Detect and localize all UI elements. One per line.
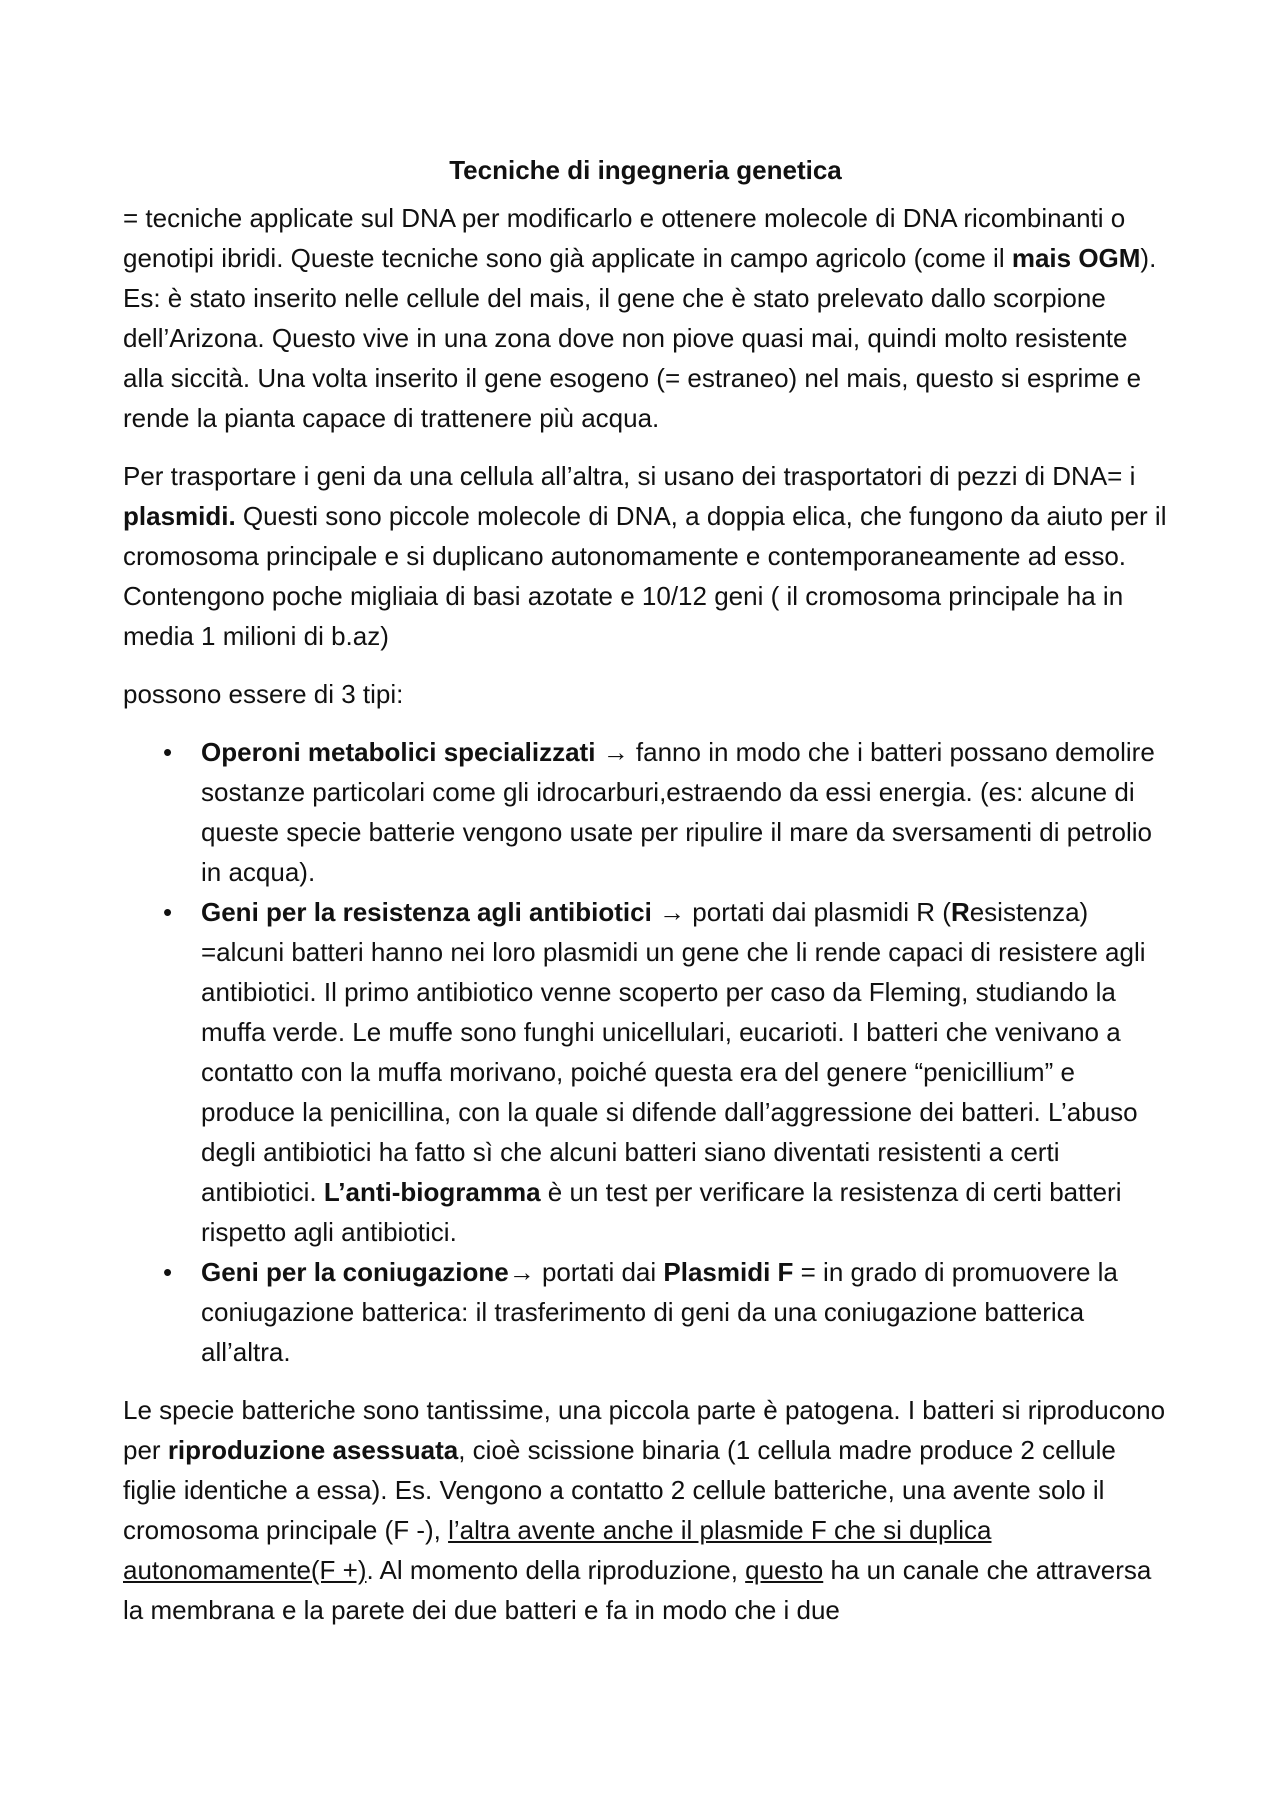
text-run: Questi sono piccole molecole di DNA, a doppia elica, che fungono da aiuto per il cromosoma principale e si duplicano autonomamente e contemporaneamente ad esso. Contengono poche migliaia di basi azotate e 10/12 geni ( il cromosoma principale ha in media 1 milioni di b.az): [123, 501, 1167, 651]
text-run: = in grado di promuovere la coniugazione batterica: il trasferimento di geni da una coniugazione batterica all’altra.: [201, 1257, 1118, 1367]
bullet-icon: •: [163, 737, 173, 767]
text-run: ha un canale che attraversa la membrana e la parete dei due batteri e fa in modo che i due: [123, 1555, 1152, 1625]
bold-term-riproduzione: riproduzione asessuata: [167, 1435, 459, 1465]
paragraph-tipi: possono essere di 3 tipi:: [123, 679, 404, 709]
text-run: Operoni metabolici specializzati: [201, 737, 596, 767]
text-run: esistenza) =alcuni batteri hanno nei loro plasmidi un gene che li rende capaci di resistere agli antibiotici. Il primo antibiotico venne scoperto per caso da Fleming, studiando la muffa verde. Le muffe sono funghi unicellulari, eucarioti. I batteri che venivano a contatto con la muffa morivano, poiché questa era del genere “penicillium” e produce la penicillina, con la quale si difende dall’aggressione dei batteri. L’abuso degli antibiotici ha fatto sì che alcuni batteri siano diventati resistenti a certi antibiotici.: [201, 897, 1146, 1207]
text-run: ). Es: è stato inserito nelle cellule del mais, il gene che è stato prelevato dallo scorpione dell’Arizona. Questo vive in una zona dove non piove quasi mai, quindi molto resistente alla siccità. Una volta inserito il gene esogeno (= estraneo) nel mais, questo si esprime e rende la pianta capace di trattenere più acqua.: [123, 243, 1157, 433]
bold-term-antibiogramma: L’anti-biogramma: [323, 1177, 541, 1207]
bullet-icon: •: [163, 897, 173, 927]
paragraph-plasmidi: [123, 456, 1168, 656]
bold-letter-r: R: [950, 897, 970, 927]
text-run: Per trasportare i geni da una cellula all’altra, si usano dei trasportatori di pezzi di DNA= i: [123, 461, 1136, 491]
text-run: Geni per la coniugazione: [201, 1257, 509, 1287]
bullet-icon: •: [163, 1257, 173, 1287]
arrow-right-icon: →: [602, 737, 629, 767]
text-run: , cioè scissione binaria (1 cellula madre produce 2 cellule figlie identiche a essa). Es. Vengono a contatto 2 cellule batteriche, una avente solo il cromosoma principale (F -),: [123, 1435, 1116, 1545]
bold-term-operoni: [201, 737, 629, 767]
text-run: . Al momento della riproduzione,: [366, 1555, 746, 1585]
bold-term-resistenza: [201, 897, 685, 927]
text-run: portati dai: [534, 1257, 664, 1287]
text-run: portati dai plasmidi R (: [685, 897, 951, 927]
text-run: Geni per la resistenza agli antibiotici: [201, 897, 652, 927]
bold-term-coniugazione: [201, 1257, 535, 1287]
paragraph-intro: [123, 198, 1168, 438]
document-page: [123, 150, 1168, 1648]
arrow-right-icon: →: [508, 1257, 535, 1287]
document-title: Tecniche di ingegneria genetica: [449, 155, 842, 185]
text-run: è un test per verificare la resistenza di certi batteri rispetto agli antibiotici.: [201, 1177, 1122, 1247]
bold-term-plasmidi: plasmidi.: [123, 501, 236, 531]
bold-term-mais-ogm: mais OGM: [1011, 243, 1141, 273]
text-run: fanno in modo che i batteri possano demolire sostanze particolari come gli idrocarburi,estraendo da essi energia. (es: alcune di queste specie batterie vengono usate per ripulire il mare da sversamenti di petrolio in acqua).: [201, 737, 1155, 887]
underlined-text: questo: [745, 1555, 824, 1585]
paragraph-riproduzione: [123, 1390, 1168, 1630]
underlined-text: l’altra avente anche il plasmide F che si duplica autonomamente(F +): [123, 1515, 992, 1585]
list-item-coniugazione: [123, 1252, 1168, 1372]
text-run: = tecniche applicate sul DNA per modificarlo e ottenere molecole di DNA ricombinanti o genotipi ibridi. Queste tecniche sono già applicate in campo agricolo (come il: [123, 203, 1126, 273]
plasmid-types-list: [123, 732, 1168, 1372]
bold-term-plasmidi-f: Plasmidi F: [663, 1257, 794, 1287]
list-item-operoni: [123, 732, 1168, 892]
list-item-resistenza: [123, 892, 1168, 1252]
arrow-right-icon: →: [659, 897, 686, 927]
text-run: Le specie batteriche sono tantissime, una piccola parte è patogena. I batteri si riproducono per: [123, 1395, 1166, 1465]
